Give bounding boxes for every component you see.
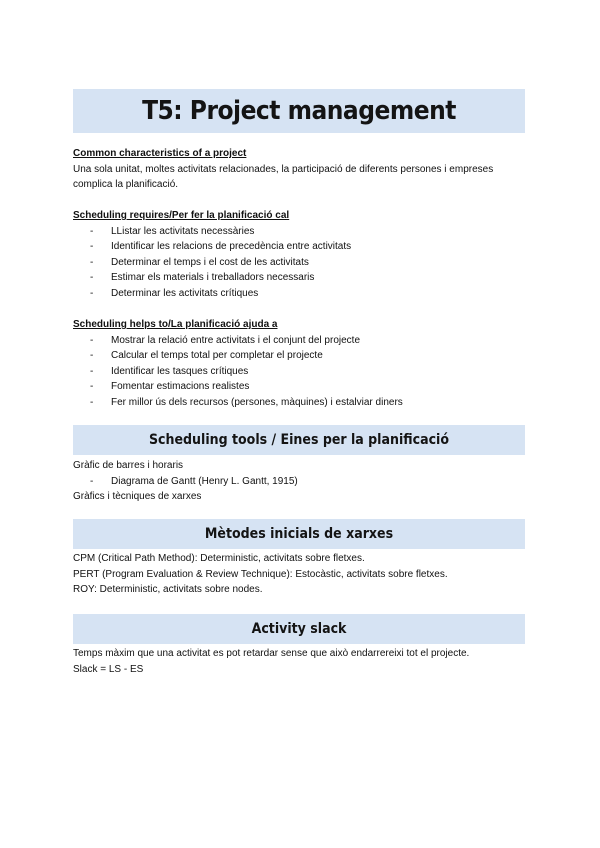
dash: - [90, 334, 94, 346]
list-item [73, 286, 525, 302]
list-item-text: Estimar els materials i treballadors necessaris [111, 272, 315, 283]
common-line-1: Una sola unitat, moltes activitats relacionades, la participació de diferents persones i empreses [73, 163, 494, 175]
list-item [73, 255, 525, 271]
slack-line-1: Temps màxim que una activitat es pot retardar sense que això endarrereixi tot el projecte. [73, 648, 470, 659]
list-item-text: Fomentar estimacions realistes [111, 381, 250, 392]
slack-formula: Slack = LS - ES [73, 663, 144, 675]
dash: - [90, 225, 94, 237]
requires-heading: Scheduling requires/Per fer la planificació cal [73, 210, 290, 221]
dash: - [90, 475, 94, 487]
dash: - [90, 381, 94, 392]
list-item [73, 395, 525, 411]
list-item-text: Determinar les activitats crítiques [111, 287, 259, 299]
slack-heading: Activity slack [73, 614, 525, 644]
list-item-text: Determinar el temps i el cost de les activitats [111, 256, 309, 268]
list-item [73, 364, 525, 380]
list-item-text: Mostrar la relació entre activitats i el conjunt del projecte [111, 334, 361, 346]
dash: - [90, 365, 94, 377]
list-item [73, 379, 525, 395]
list-item-text: Identificar les relacions de precedència entre activitats [111, 241, 352, 252]
list-item [73, 239, 525, 255]
list-item [73, 224, 525, 240]
list-item-text: Calcular el temps total per completar el projecte [111, 350, 323, 361]
dash: - [90, 256, 94, 268]
helps-heading: Scheduling helps to/La planificació ajuda a [73, 319, 278, 330]
dash: - [90, 350, 94, 361]
common-section [73, 146, 525, 193]
requires-section [73, 208, 525, 301]
helps-section [73, 317, 525, 410]
tools-heading: Scheduling tools / Eines per la planificació [73, 425, 525, 455]
list-item [73, 474, 525, 490]
list-item [73, 348, 525, 364]
common-line-2: complica la planificació. [73, 179, 179, 190]
list-item [73, 333, 525, 349]
list-item-text: Fer millor ús dels recursos (persones, màquines) i estalviar diners [111, 396, 403, 408]
slack-section [73, 646, 525, 677]
tools-line-1: Gràfic de barres i horaris [73, 460, 184, 471]
list-item [73, 270, 525, 286]
methods-line-roy: ROY: Deterministic, activitats sobre nodes. [73, 584, 263, 595]
list-item-text: Diagrama de Gantt (Henry L. Gantt, 1915) [111, 475, 298, 487]
methods-line-cpm: CPM (Critical Path Method): Deterministic, activitats sobre fletxes. [73, 553, 365, 564]
dash: - [90, 272, 94, 283]
methods-section [73, 551, 525, 598]
dash: - [90, 287, 94, 299]
dash: - [90, 396, 94, 408]
dash: - [90, 241, 94, 252]
page-title: T5: Project management [73, 89, 525, 133]
tools-section [73, 458, 525, 505]
methods-line-pert: PERT (Program Evaluation & Review Technique): Estocàstic, activitats sobre fletxes. [73, 568, 448, 580]
list-item-text: LListar les activitats necessàries [111, 225, 255, 237]
list-item-text: Identificar les tasques crítiques [111, 365, 249, 377]
methods-heading: Mètodes inicials de xarxes [73, 519, 525, 549]
common-heading: Common characteristics of a project [73, 148, 247, 159]
tools-line-2: Gràfics i tècniques de xarxes [73, 491, 202, 502]
